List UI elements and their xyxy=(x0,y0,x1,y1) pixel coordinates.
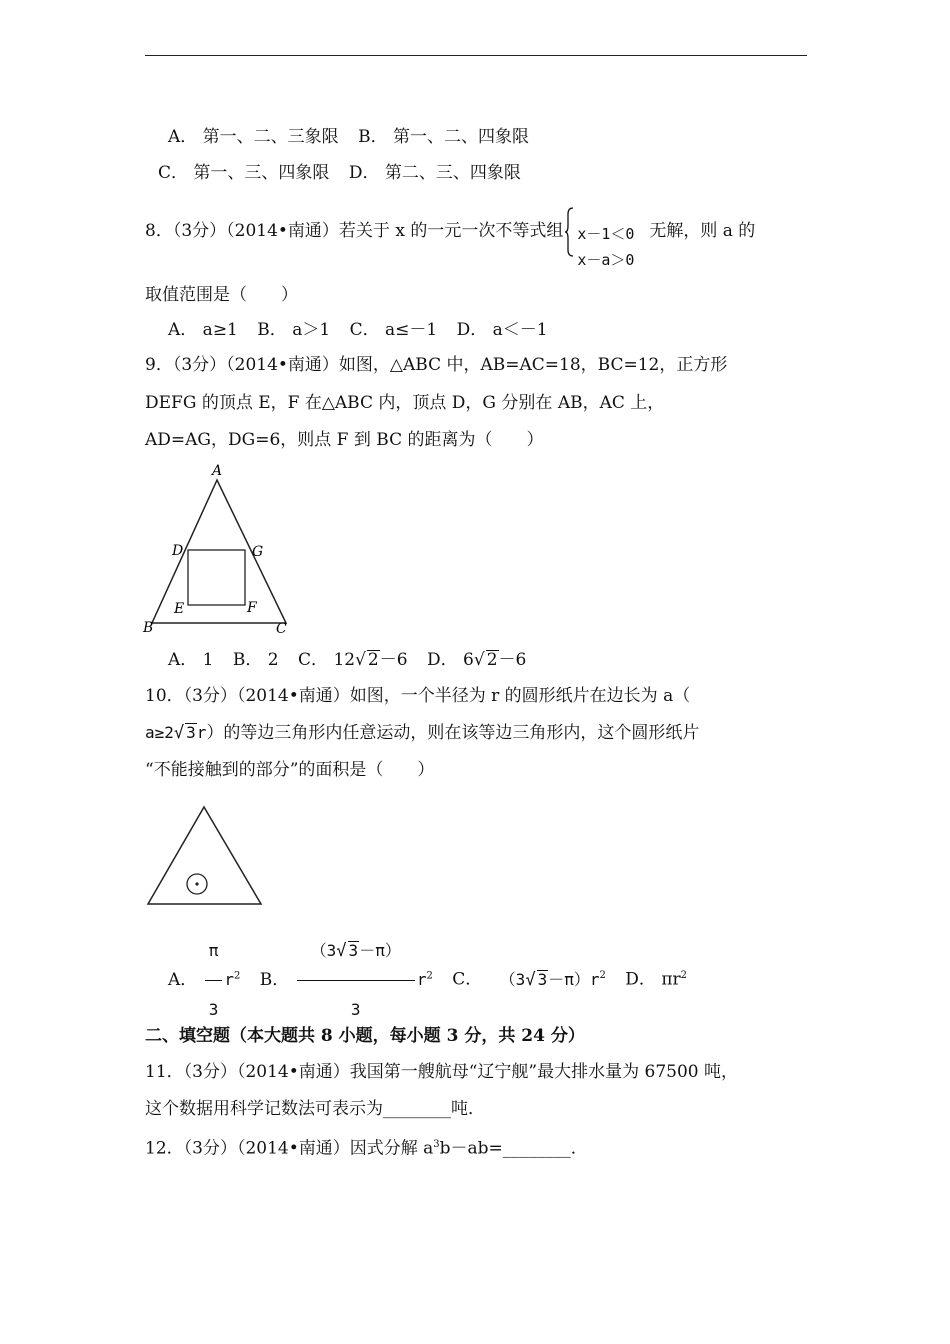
q8-inequality-1: x－1＜0 xyxy=(577,224,635,243)
q9-option-d[interactable]: D． 6√ 2－6 xyxy=(426,650,527,670)
q10-option-b[interactable]: B． $\frac{(3√ 3-\pi)}{3}$ $r^2$ xyxy=(260,924,433,1037)
equilateral-triangle xyxy=(148,807,261,904)
q9-option-b[interactable]: B． 2 xyxy=(232,650,279,670)
q8-stem-before: 8．（3分）（2014•南通）若关于 x 的一元一次不等式组 xyxy=(145,221,564,241)
q10-stem-line2: a≥2√ 3r）的等边三角形内任意运动，则在该等边三角形内，这个圆形纸片 xyxy=(145,723,700,743)
q8-inequality-2: x－a＞0 xyxy=(577,250,635,269)
q7-options-row1 xyxy=(168,126,543,148)
q8-option-d[interactable]: D． a＜－1 xyxy=(456,320,548,340)
q7-option-d[interactable]: D． 第二、三、四象限 xyxy=(348,163,521,183)
q8-option-c[interactable]: C． a≤－1 xyxy=(349,320,438,340)
q10-stem-line3: “不能接触到的部分”的面积是（ ） xyxy=(145,760,435,780)
q10-option-d[interactable]: D． $\pi r^2$ xyxy=(625,970,687,990)
label-e: E xyxy=(174,601,185,617)
q7-option-b[interactable]: B． 第一、二、四象限 xyxy=(358,127,529,147)
q8-inequality-system xyxy=(565,206,647,269)
q10-option-c[interactable]: C． （3√ $3-\pi)r^2$ xyxy=(452,970,606,990)
q9-triangle-figure xyxy=(140,460,300,640)
label-g: G xyxy=(252,544,264,560)
q7-option-a[interactable]: A． 第一、二、三象限 xyxy=(168,127,339,147)
q9-option-c[interactable]: C． 12√ 2－6 xyxy=(298,650,408,670)
q9-options xyxy=(168,649,540,671)
q9-stem-line2: DEFG 的顶点 E，F 在△ABC 内，顶点 D，G 分别在 AB，AC 上， xyxy=(145,393,665,413)
q8-options xyxy=(168,319,562,341)
label-c: C xyxy=(276,621,287,637)
q8-option-b[interactable]: B． a＞1 xyxy=(257,320,331,340)
q10-option-a[interactable]: A． $\frac{\pi}{3}$ $r^2$ xyxy=(168,924,240,1037)
q10-condition: a≥2√ 3r xyxy=(145,723,207,743)
q7-option-c[interactable]: C． 第一、三、四象限 xyxy=(158,163,330,183)
header-rule xyxy=(145,55,807,56)
q9-stem-line1: 9．（3分）（2014•南通）如图，△ABC 中，AB=AC=18，BC=12，正方形 xyxy=(145,355,728,375)
label-a: A xyxy=(212,463,223,479)
q11-stem-line2: 这个数据用科学记数法可表示为________吨． xyxy=(145,1099,485,1119)
q7-options-row2 xyxy=(158,162,535,184)
square-defg xyxy=(188,550,245,605)
section2-title: 二、填空题（本大题共 8 小题，每小题 3 分，共 24 分） xyxy=(145,1026,585,1046)
q8-stem-after: 无解，则 a 的 xyxy=(649,221,756,241)
q12-stem: 12．（3分）（2014•南通）因式分解 $a^3b-ab=\_\_\_\_\_\_\_\_$． xyxy=(145,1138,588,1159)
label-d: D xyxy=(172,543,184,559)
q9-option-a[interactable]: A． 1 xyxy=(168,650,214,670)
q8-stem xyxy=(145,205,756,269)
q8-option-a[interactable]: A． a≥1 xyxy=(168,320,238,340)
q8-stem-line2: 取值范围是（ ） xyxy=(145,285,298,305)
q10-triangle-figure xyxy=(140,800,270,910)
q10-stem-line1: 10．（3分）（2014•南通）如图，一个半径为 r 的圆形纸片在边长为 a（ xyxy=(145,686,691,706)
q9-stem-line3: AD=AG，DG=6，则点 F 到 BC 的距离为（ ） xyxy=(145,430,544,450)
q10-options xyxy=(168,924,701,1037)
left-brace-icon xyxy=(565,206,575,258)
circle-center xyxy=(195,882,198,885)
label-f: F xyxy=(247,600,257,616)
q11-stem-line1: 11．（3分）（2014•南通）我国第一艘航母“辽宁舰”最大排水量为 67500 吨， xyxy=(145,1062,739,1082)
label-b: B xyxy=(143,620,154,636)
